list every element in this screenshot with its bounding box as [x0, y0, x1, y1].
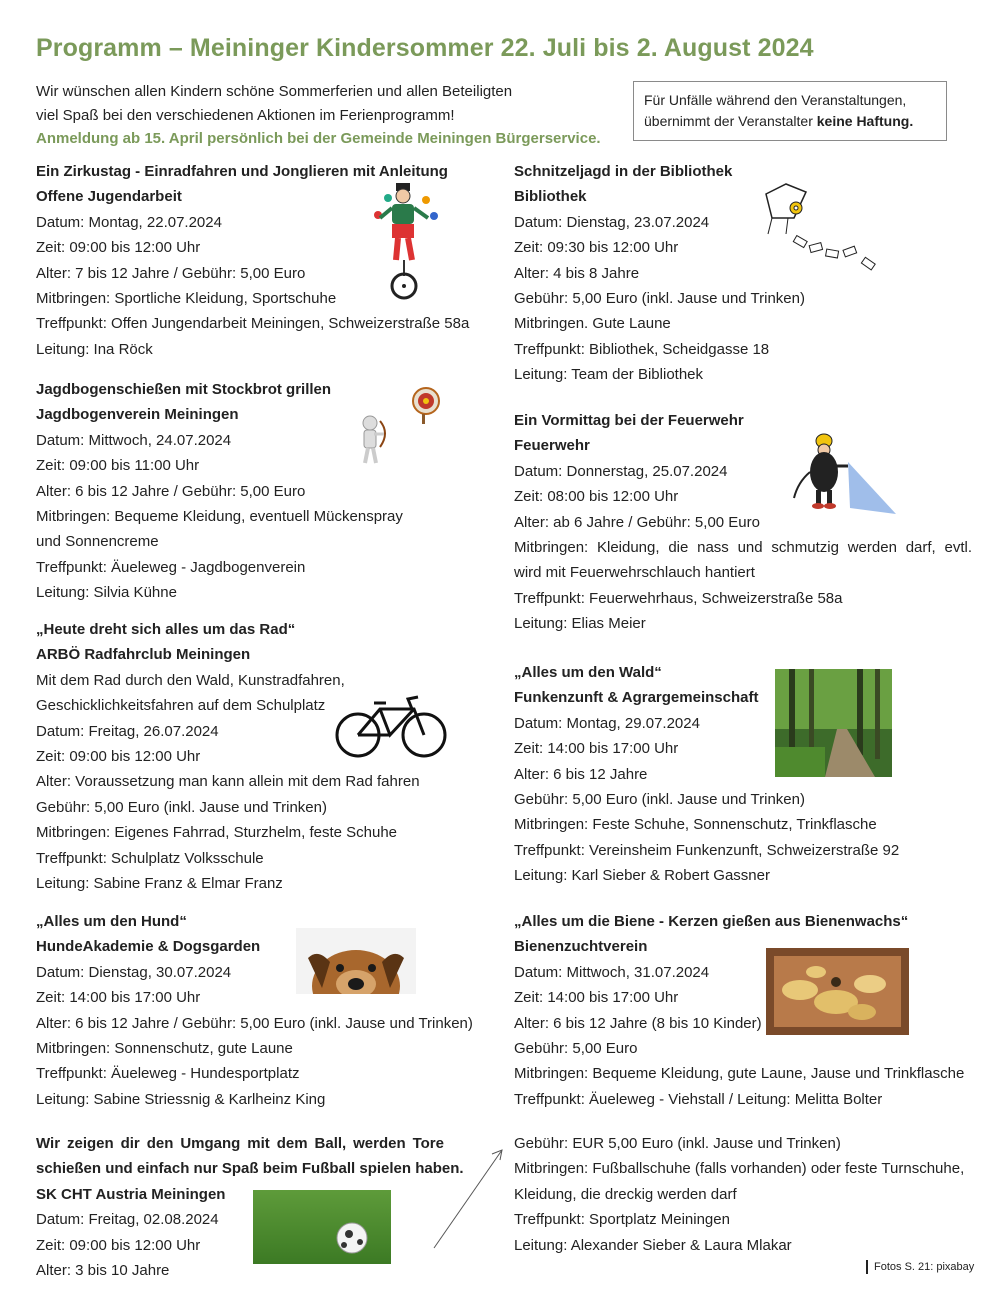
- event-biene: [514, 909, 984, 1112]
- event-line: Alter: 7 bis 12 Jahre / Gebühr: 5,00 Euro: [36, 264, 306, 282]
- notice-line: Für Unfälle während den Veranstaltungen,: [644, 92, 907, 108]
- event-title: Wir zeigen dir den Umgang mit dem Ball, werden Tore: [36, 1135, 444, 1152]
- event-line: Alter: Voraussetzung man kann allein mit dem Rad fahren: [36, 773, 420, 791]
- photo-credit: Fotos S. 21: pixabay: [866, 1260, 974, 1274]
- football-grass-photo: [253, 1190, 391, 1264]
- event-line: Alter: 6 bis 12 Jahre (8 bis 10 Kinder): [514, 1014, 762, 1032]
- event-title: schießen und einfach nur Spaß beim Fußball spielen haben.: [36, 1160, 464, 1178]
- event-organizer: Jagdbogenverein Meiningen: [36, 406, 239, 424]
- event-line: Mitbringen. Gute Laune: [514, 315, 671, 333]
- event-organizer: Bibliothek: [514, 188, 587, 206]
- event-line: Geschicklichkeitsfahren auf dem Schulplatz: [36, 697, 326, 715]
- event-line: Datum: Mittwoch, 31.07.2024: [514, 963, 710, 981]
- event-line: Datum: Donnerstag, 25.07.2024: [514, 462, 728, 480]
- event-line: Alter: 3 bis 10 Jahre: [36, 1262, 170, 1280]
- event-line: Zeit: 09:00 bis 12:00 Uhr: [36, 239, 201, 257]
- event-line: Mitbringen: Feste Schuhe, Sonnenschutz, Trinkflasche: [514, 816, 877, 834]
- event-line: Mitbringen: Fußballschuhe (falls vorhanden) oder feste Turnschuhe,: [514, 1160, 965, 1178]
- event-line: Datum: Freitag, 02.08.2024: [36, 1211, 219, 1229]
- event-title: „Alles um den Hund“: [36, 913, 187, 930]
- event-title: Ein Vormittag bei der Feuerwehr: [514, 412, 744, 429]
- event-line: Gebühr: EUR 5,00 Euro (inkl. Jause und Trinken): [514, 1135, 841, 1152]
- event-line: Gebühr: 5,00 Euro (inkl. Jause und Trinken): [36, 798, 327, 816]
- event-line: Zeit: 09:00 bis 11:00 Uhr: [36, 457, 200, 475]
- event-line: Leitung: Elias Meier: [514, 615, 646, 633]
- event-organizer: HundeAkademie & Dogsgarden: [36, 938, 261, 956]
- event-line: Gebühr: 5,00 Euro (inkl. Jause und Trinken): [514, 791, 805, 809]
- event-organizer: Offene Jugendarbeit: [36, 188, 182, 206]
- intro-line: viel Spaß bei den verschiedenen Aktionen im Ferienprogramm!: [36, 106, 455, 124]
- event-line: Treffpunkt: Sportplatz Meiningen: [514, 1211, 730, 1229]
- notice-text: übernimmt der Veranstalter: [644, 113, 817, 129]
- event-line: Treffpunkt: Äueleweg - Hundesportplatz: [36, 1065, 300, 1083]
- event-line: Leitung: Silvia Kühne: [36, 584, 177, 602]
- juggler-unicycle-icon: [368, 180, 442, 304]
- event-line: Gebühr: 5,00 Euro: [514, 1040, 638, 1058]
- firefighter-icon: [790, 432, 898, 516]
- event-title: Schnitzeljagd in der Bibliothek: [514, 163, 733, 180]
- event-line: Treffpunkt: Äueleweg - Viehstall / Leitung: Melitta Bolter: [514, 1090, 883, 1108]
- event-title: „Heute dreht sich alles um das Rad“: [36, 621, 296, 638]
- event-line: Mitbringen: Sportliche Kleidung, Sportschuhe: [36, 290, 337, 308]
- book-treasure-hunt-icon: [758, 182, 880, 276]
- event-bibliothek: [514, 159, 984, 388]
- event-line: Treffpunkt: Schulplatz Volksschule: [36, 849, 264, 867]
- event-line: Alter: 6 bis 12 Jahre / Gebühr: 5,00 Euro (inkl. Jause und Trinken): [36, 1014, 473, 1032]
- event-line: Datum: Dienstag, 23.07.2024: [514, 213, 710, 231]
- event-line: Leitung: Sabine Striessnig & Karlheinz King: [36, 1090, 326, 1108]
- event-title: „Alles um den Wald“: [514, 664, 662, 681]
- event-line: Mitbringen: Bequeme Kleidung, gute Laune, Jause und Trinkflasche: [514, 1065, 965, 1083]
- event-organizer: Bienenzuchtverein: [514, 938, 648, 956]
- intro-line: Wir wünschen allen Kindern schöne Sommerferien und allen Beteiligten: [36, 83, 513, 100]
- event-line: Leitung: Alexander Sieber & Laura Mlakar: [514, 1236, 792, 1254]
- event-line: Datum: Dienstag, 30.07.2024: [36, 963, 232, 981]
- event-title: „Alles um die Biene - Kerzen gießen aus Bienenwachs“: [514, 913, 909, 930]
- event-line: Leitung: Karl Sieber & Robert Gassner: [514, 867, 770, 885]
- event-line: Zeit: 14:00 bis 17:00 Uhr: [514, 989, 679, 1007]
- page-title: Programm – Meininger Kindersommer 22. Juli bis 2. August 2024: [36, 34, 814, 62]
- event-title: Ein Zirkustag - Einradfahren und Jonglieren mit Anleitung: [36, 163, 448, 180]
- event-organizer: Feuerwehr: [514, 437, 590, 455]
- event-line: Zeit: 09:30 bis 12:00 Uhr: [514, 239, 679, 257]
- event-line: Zeit: 08:00 bis 12:00 Uhr: [514, 488, 679, 506]
- event-hund: [36, 909, 506, 1112]
- event-line: Gebühr: 5,00 Euro (inkl. Jause und Trinken): [514, 290, 805, 308]
- event-ball-continued: [514, 1131, 984, 1258]
- event-line: Datum: Freitag, 26.07.2024: [36, 722, 219, 740]
- event-line: Alter: 4 bis 8 Jahre: [514, 264, 640, 282]
- arrow-continued-icon: [430, 1146, 506, 1252]
- event-line: Datum: Montag, 22.07.2024: [36, 213, 222, 231]
- event-line: Zeit: 14:00 bis 17:00 Uhr: [514, 740, 679, 758]
- registration-note: Anmeldung ab 15. April persönlich bei der Gemeinde Meiningen Bürgerservice.: [36, 130, 601, 147]
- event-line: Zeit: 14:00 bis 17:00 Uhr: [36, 989, 201, 1007]
- event-line: Treffpunkt: Äueleweg - Jagdbogenverein: [36, 558, 306, 576]
- forest-path-photo: [775, 669, 892, 777]
- event-title: Jagdbogenschießen mit Stockbrot grillen: [36, 381, 332, 398]
- archer-target-icon: [356, 385, 442, 467]
- event-wald: [514, 660, 984, 889]
- event-line: und Sonnencreme: [36, 533, 159, 551]
- event-line: Zeit: 09:00 bis 12:00 Uhr: [36, 748, 201, 766]
- event-organizer: Funkenzunft & Agrargemeinschaft: [514, 689, 759, 707]
- dog-photo: [296, 928, 416, 994]
- event-line: Datum: Mittwoch, 24.07.2024: [36, 431, 232, 449]
- event-line: Treffpunkt: Offen Jungendarbeit Meiningen, Schweizerstraße 58a: [36, 315, 470, 333]
- event-line: Leitung: Sabine Franz & Elmar Franz: [36, 875, 283, 893]
- event-line: Alter: 6 bis 12 Jahre / Gebühr: 5,00 Euro: [36, 482, 306, 500]
- event-line: Datum: Montag, 29.07.2024: [514, 714, 700, 732]
- event-line: Mitbringen: Sonnenschutz, gute Laune: [36, 1040, 293, 1058]
- notice-line: [644, 111, 936, 132]
- event-line: Mitbringen: Bequeme Kleidung, eventuell Mückenspray: [36, 508, 403, 526]
- event-feuerwehr: [514, 408, 972, 637]
- event-line: Leitung: Team der Bibliothek: [514, 366, 704, 384]
- event-line: Mit dem Rad durch den Wald, Kunstradfahren,: [36, 671, 345, 689]
- event-line: Kleidung, die dreckig werden darf: [514, 1185, 737, 1203]
- event-organizer: SK CHT Austria Meiningen: [36, 1185, 226, 1203]
- intro: [36, 80, 636, 151]
- bicycle-icon: [334, 693, 448, 759]
- event-line: Mitbringen: Eigenes Fahrrad, Sturzhelm, feste Schuhe: [36, 824, 398, 842]
- event-line: Alter: ab 6 Jahre / Gebühr: 5,00 Euro: [514, 513, 760, 531]
- event-line: Treffpunkt: Vereinsheim Funkenzunft, Schweizerstraße 92: [514, 841, 900, 859]
- liability-notice: [633, 81, 947, 141]
- event-line: Mitbringen: Kleidung, die nass und schmutzig werden darf, evtl.: [514, 539, 972, 557]
- event-line: Treffpunkt: Bibliothek, Scheidgasse 18: [514, 340, 770, 358]
- event-line: Treffpunkt: Feuerwehrhaus, Schweizerstraße 58a: [514, 589, 843, 607]
- event-line: Leitung: Ina Röck: [36, 340, 153, 358]
- event-line: Alter: 6 bis 12 Jahre: [514, 765, 648, 783]
- event-organizer: ARBÖ Radfahrclub Meiningen: [36, 646, 251, 664]
- event-line: wird mit Feuerwehrschlauch hantiert: [514, 564, 755, 582]
- event-line: Zeit: 09:00 bis 12:00 Uhr: [36, 1236, 201, 1254]
- beeswax-frame-photo: [766, 948, 909, 1035]
- notice-emphasis: keine Haftung.: [816, 113, 914, 129]
